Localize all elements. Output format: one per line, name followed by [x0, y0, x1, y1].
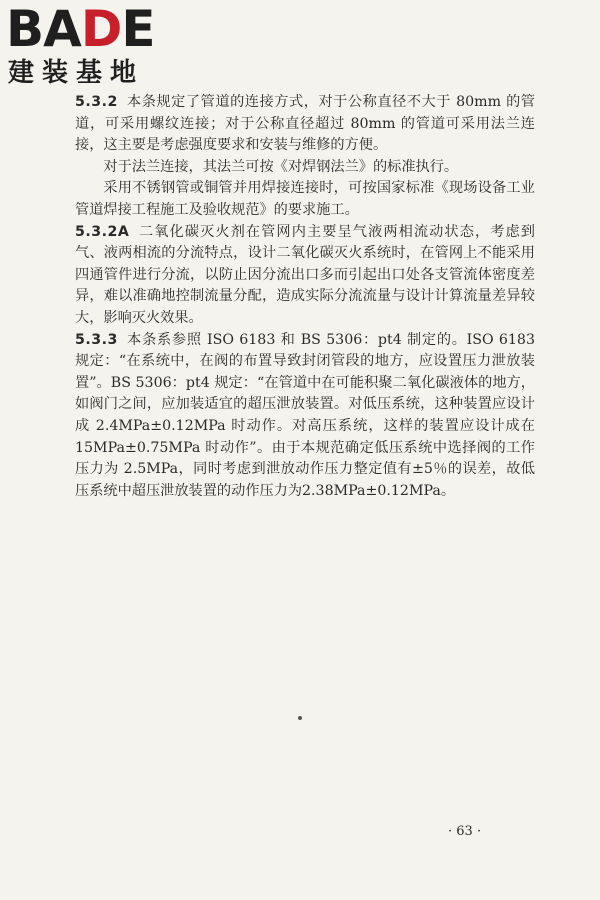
logo-title-part2: E — [121, 0, 155, 58]
logo-title-part1: BA — [6, 0, 81, 58]
clause-text: 二氧化碳灭火剂在管网内主要呈气液两相流动状态，考虑到气、液两相流的分流特点，设计二氧化碳灭火系统时，在管网上不能采用四通管件进行分流，以防止因分流出口多而引起出口处各支管流体密度差异，难以准确地控制流量分配，造成实际分流流量与设计计算流量差异较大，影响灭火效果。 — [75, 223, 535, 326]
clause-number: 5.3.3 — [75, 331, 118, 348]
page-number: · 63 · — [448, 824, 482, 839]
logo-subtitle: 建装基地 — [8, 58, 145, 88]
clause-5-3-3 — [75, 330, 535, 503]
document-body — [75, 92, 535, 502]
stray-dot — [298, 716, 302, 720]
logo-title-accent: D — [80, 0, 122, 58]
clause-5-3-2 — [75, 92, 535, 157]
clause-text: 本条系参照 ISO 6183 和 BS 5306：pt4 制定的。ISO 6183 规定：“在系统中，在阀的布置导致封闭管段的地方，应设置压力泄放装置”。BS 5306：pt4 规定：“在管道中在可能积聚二氧化碳液体的地方，如阀门之间，应加装适宜的超压泄放装置。对低压系统，这种装置应设计成 2.4MPa±0.12MPa 时动作。对高压系统，这样的装置应设计成在 15MPa±0.75MPa 时动作”。由于本规范确定低压系统中选择阀的工作压力为 2.5MPa，同时考虑到泄放动作压力整定值有±5％的误差，故低压系统中超压泄放装置的动作压力为2.38MPa±0.12MPa。 — [75, 331, 535, 499]
bade-logo — [6, 0, 186, 90]
logo-title — [6, 0, 155, 58]
clause-number: 5.3.2A — [75, 223, 130, 240]
paragraph-welding — [75, 178, 535, 221]
clause-5-3-2a — [75, 222, 535, 330]
clause-number: 5.3.2 — [75, 94, 118, 110]
paragraph-text: 对于法兰连接，其法兰可按《对焊钢法兰》的标准执行。 — [103, 158, 459, 175]
clause-text: 本条规定了管道的连接方式，对于公称直径不大于 80mm 的管道，可采用螺纹连接；对于公称直径超过 80mm 的管道可采用法兰连接，这主要是考虑强度要求和安装与维修的方便。 — [75, 94, 535, 154]
paragraph-text: 采用不锈钢管或铜管并用焊接连接时，可按国家标准《现场设备工业管道焊接工程施工及验收规范》的要求施工。 — [75, 180, 535, 218]
paragraph-flange — [75, 157, 535, 179]
